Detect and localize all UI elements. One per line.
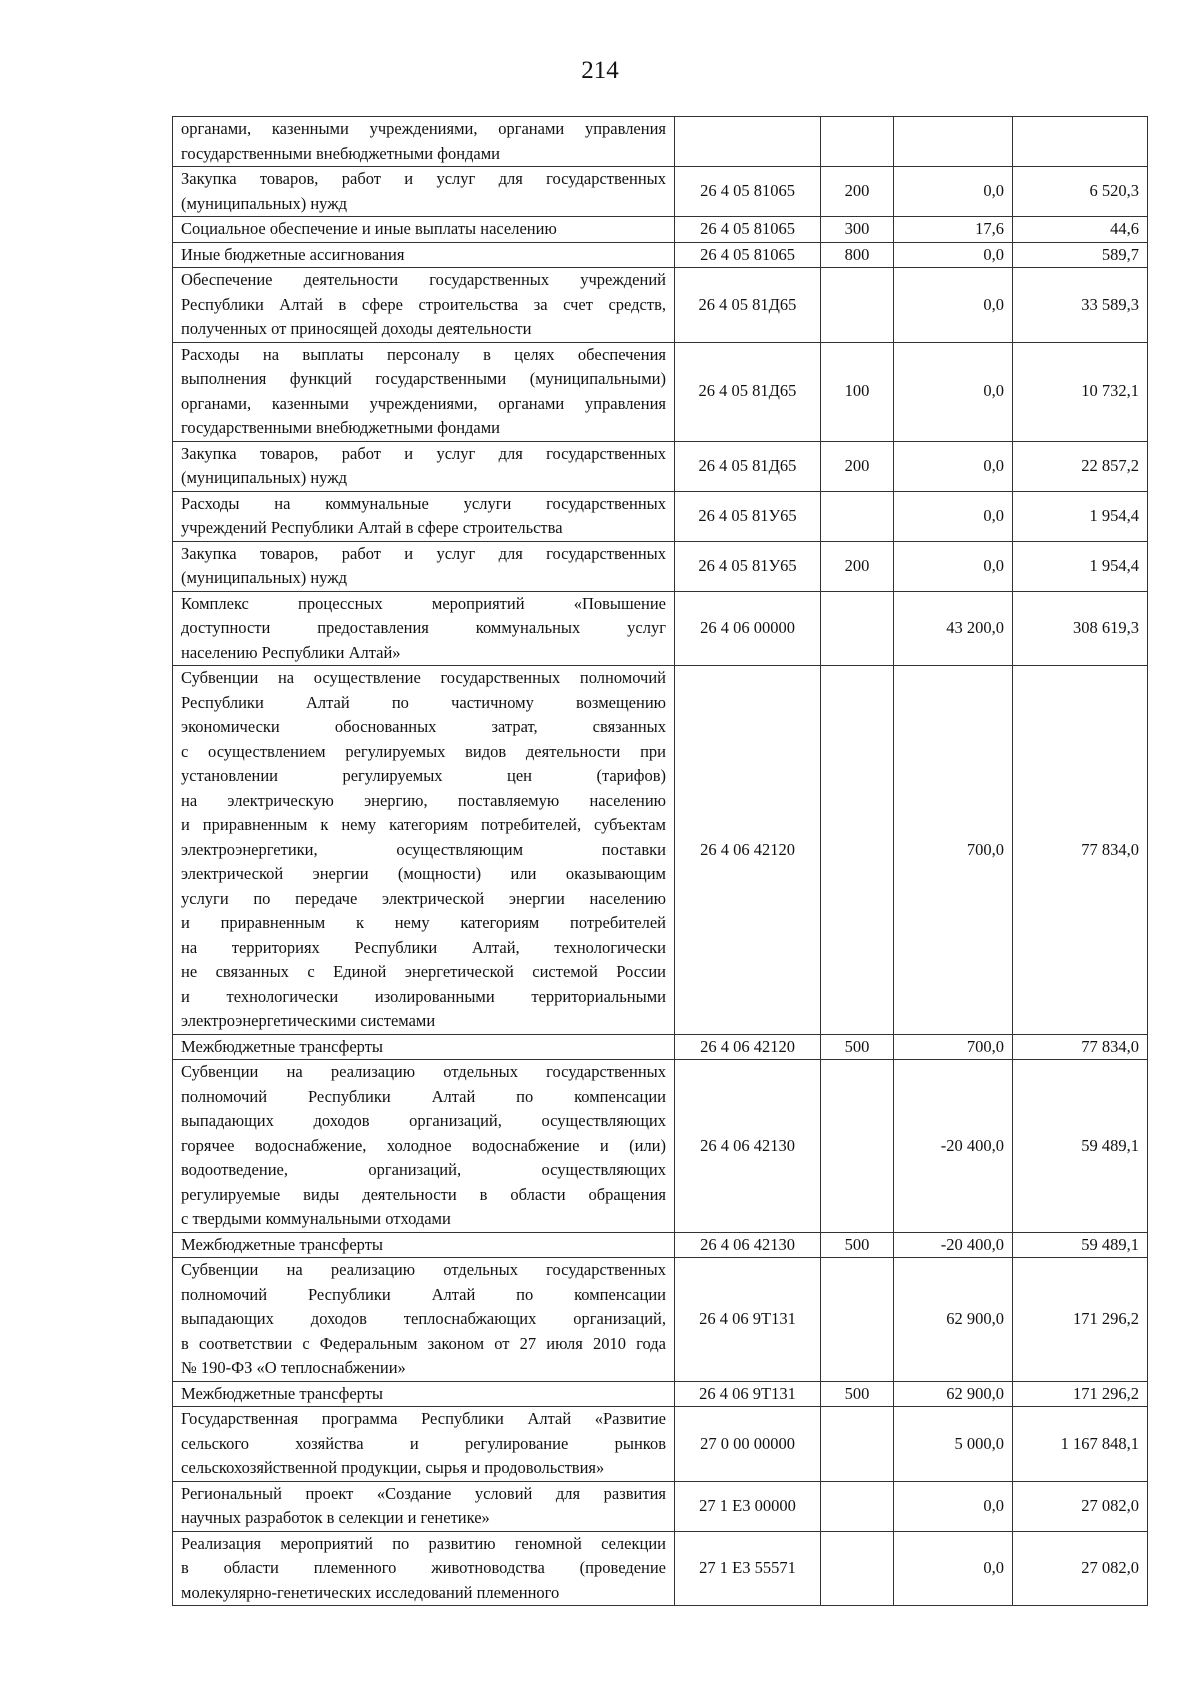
row-code — [675, 117, 821, 167]
row-amount-2: 308 619,3 — [1013, 591, 1148, 666]
description-line: электроэнергетики, осуществляющим поставки — [181, 839, 666, 859]
row-code: 26 4 05 81Д65 — [675, 268, 821, 343]
table-row — [173, 1034, 1148, 1060]
description-line: Государственная программа Республики Алтай «Развитие — [181, 1409, 666, 1428]
row-code: 26 4 06 42120 — [675, 666, 821, 1035]
table-row — [173, 217, 1148, 243]
row-amount-2: 59 489,1 — [1013, 1060, 1148, 1233]
description-line: в области племенного животноводства (проведение — [181, 1558, 666, 1577]
row-amount-2 — [1013, 117, 1148, 167]
row-expense-type — [821, 666, 894, 1035]
description-line: Закупка товаров, работ и услуг для государственных — [181, 443, 666, 463]
row-amount-2: 44,6 — [1013, 217, 1148, 243]
row-amount-2: 171 296,2 — [1013, 1258, 1148, 1382]
row-expense-type — [821, 1481, 894, 1531]
description-line: с твердыми коммунальными отходами — [181, 1209, 451, 1228]
description-line: Субвенции на реализацию отдельных государственных — [181, 1062, 666, 1081]
description-line: Расходы на коммунальные услуги государственных — [181, 493, 666, 513]
table-row — [173, 242, 1148, 268]
table-row — [173, 1232, 1148, 1258]
row-description — [173, 666, 675, 1035]
row-description — [173, 441, 675, 491]
description-line: Обеспечение деятельности государственных учреждений — [181, 270, 666, 289]
row-amount-2: 1 954,4 — [1013, 491, 1148, 541]
description-line: Межбюджетные трансферты — [181, 1234, 384, 1254]
table-row — [173, 342, 1148, 441]
row-amount-2: 6 520,3 — [1013, 167, 1148, 217]
table-row — [173, 1060, 1148, 1233]
row-code: 26 4 05 81Д65 — [675, 441, 821, 491]
description-line: молекулярно-генетических исследований племенного — [181, 1582, 560, 1602]
row-description — [173, 1481, 675, 1531]
description-line: водоотведение, организаций, осуществляющих — [181, 1160, 666, 1179]
table-row — [173, 1407, 1148, 1482]
budget-table — [172, 116, 1148, 1606]
row-expense-type — [821, 591, 894, 666]
description-line: и приравненным к нему категориям потребителей, субъектам — [181, 815, 666, 834]
row-description — [173, 541, 675, 591]
row-description — [173, 591, 675, 666]
description-line: в соответствии с Федеральным законом от 27 июля 2010 года — [181, 1333, 666, 1353]
description-line: электрической энергии (мощности) или оказывающим — [181, 864, 666, 883]
row-amount-1: 0,0 — [894, 1481, 1013, 1531]
table-row — [173, 666, 1148, 1035]
description-line: Иные бюджетные ассигнования — [181, 244, 405, 264]
row-expense-type: 200 — [821, 541, 894, 591]
description-line: и технологически изолированными территориальными — [181, 986, 666, 1006]
description-line: выпадающих доходов организаций, осуществляющих — [181, 1111, 666, 1130]
row-amount-1: 62 900,0 — [894, 1258, 1013, 1382]
row-expense-type — [821, 268, 894, 343]
row-code: 26 4 05 81065 — [675, 217, 821, 243]
row-expense-type: 200 — [821, 167, 894, 217]
row-amount-2: 10 732,1 — [1013, 342, 1148, 441]
description-line: Социальное обеспечение и иные выплаты населению — [181, 219, 557, 238]
row-description — [173, 242, 675, 268]
description-line: органами, казенными учреждениями, органами управления — [181, 393, 666, 413]
row-amount-1: 62 900,0 — [894, 1381, 1013, 1407]
row-amount-1: 700,0 — [894, 666, 1013, 1035]
row-amount-1: 0,0 — [894, 342, 1013, 441]
description-line: установлении регулируемых цен (тарифов) — [181, 766, 666, 785]
row-expense-type: 100 — [821, 342, 894, 441]
row-amount-2: 1 167 848,1 — [1013, 1407, 1148, 1482]
description-line: выпадающих доходов теплоснабжающих организаций, — [181, 1309, 666, 1328]
row-amount-1: 0,0 — [894, 167, 1013, 217]
description-line: научных разработок в селекции и генетике» — [181, 1508, 490, 1527]
row-code: 26 4 05 81065 — [675, 242, 821, 268]
description-line: государственными внебюджетными фондами — [181, 418, 501, 437]
description-line: Республики Алтай в сфере строительства за счет средств, — [181, 294, 666, 314]
description-line: государственными внебюджетными фондами — [181, 143, 501, 163]
description-line: Реализация мероприятий по развитию геномной селекции — [181, 1533, 666, 1553]
table-row — [173, 1381, 1148, 1407]
row-amount-1: 0,0 — [894, 1531, 1013, 1606]
row-amount-2: 59 489,1 — [1013, 1232, 1148, 1258]
description-line: Расходы на выплаты персоналу в целях обеспечения — [181, 344, 666, 364]
row-amount-1 — [894, 117, 1013, 167]
row-code: 26 4 06 9Т131 — [675, 1258, 821, 1382]
description-line: не связанных с Единой энергетической системой России — [181, 962, 666, 981]
description-line: (муниципальных) нужд — [181, 468, 348, 487]
row-description — [173, 1531, 675, 1606]
description-line: выполнения функций государственными (муниципальными) — [181, 369, 666, 388]
row-code: 26 4 06 42130 — [675, 1232, 821, 1258]
description-line: и приравненным к нему категориям потребителей — [181, 913, 666, 932]
row-expense-type: 500 — [821, 1232, 894, 1258]
description-line: № 190-ФЗ «О теплоснабжении» — [181, 1358, 406, 1377]
description-line: органами, казенными учреждениями, органами управления — [181, 119, 666, 138]
row-code: 26 4 05 81У65 — [675, 491, 821, 541]
description-line: услуги по передаче электрической энергии населению — [181, 888, 666, 908]
table-row — [173, 491, 1148, 541]
row-amount-1: 0,0 — [894, 268, 1013, 343]
row-description — [173, 491, 675, 541]
row-code: 26 4 06 42120 — [675, 1034, 821, 1060]
row-amount-1: 17,6 — [894, 217, 1013, 243]
row-amount-2: 171 296,2 — [1013, 1381, 1148, 1407]
row-amount-2: 27 082,0 — [1013, 1531, 1148, 1606]
row-description — [173, 1258, 675, 1382]
row-amount-1: -20 400,0 — [894, 1232, 1013, 1258]
description-line: электроэнергетическими системами — [181, 1011, 436, 1030]
row-amount-2: 33 589,3 — [1013, 268, 1148, 343]
row-description — [173, 268, 675, 343]
row-amount-1: 700,0 — [894, 1034, 1013, 1060]
description-line: полномочий Республики Алтай по компенсации — [181, 1086, 666, 1106]
row-description — [173, 1034, 675, 1060]
description-line: доступности предоставления коммунальных услуг — [181, 618, 666, 637]
row-expense-type: 200 — [821, 441, 894, 491]
row-description — [173, 167, 675, 217]
row-amount-2: 22 857,2 — [1013, 441, 1148, 491]
description-line: регулируемые виды деятельности в области обращения — [181, 1184, 666, 1204]
description-line: полученных от приносящей доходы деятельности — [181, 319, 532, 338]
table-row — [173, 441, 1148, 491]
row-expense-type — [821, 491, 894, 541]
row-amount-1: 0,0 — [894, 541, 1013, 591]
description-line: с осуществлением регулируемых видов деятельности при — [181, 741, 666, 761]
row-code: 26 4 05 81Д65 — [675, 342, 821, 441]
row-code: 26 4 06 42130 — [675, 1060, 821, 1233]
row-description — [173, 1407, 675, 1482]
description-line: (муниципальных) нужд — [181, 193, 348, 213]
row-expense-type — [821, 1060, 894, 1233]
description-line: Республики Алтай по частичному возмещению — [181, 692, 666, 712]
row-code: 26 4 05 81У65 — [675, 541, 821, 591]
description-line: на территориях Республики Алтай, технологически — [181, 937, 666, 957]
row-amount-1: 5 000,0 — [894, 1407, 1013, 1482]
row-expense-type — [821, 1531, 894, 1606]
description-line: сельского хозяйства и регулирование рынков — [181, 1433, 666, 1453]
row-code: 26 4 05 81065 — [675, 167, 821, 217]
row-amount-2: 27 082,0 — [1013, 1481, 1148, 1531]
description-line: на электрическую энергию, поставляемую населению — [181, 790, 666, 810]
table-row — [173, 541, 1148, 591]
row-amount-1: 0,0 — [894, 491, 1013, 541]
description-line: Межбюджетные трансферты — [181, 1036, 384, 1056]
description-line: Комплекс процессных мероприятий «Повышение — [181, 593, 666, 613]
description-line: Закупка товаров, работ и услуг для государственных — [181, 169, 666, 188]
row-description — [173, 117, 675, 167]
row-description — [173, 342, 675, 441]
table-row — [173, 167, 1148, 217]
row-expense-type: 800 — [821, 242, 894, 268]
description-line: Субвенции на реализацию отдельных государственных — [181, 1260, 666, 1279]
description-line: экономически обоснованных затрат, связанных — [181, 717, 666, 736]
row-code: 26 4 06 00000 — [675, 591, 821, 666]
row-amount-1: -20 400,0 — [894, 1060, 1013, 1233]
description-line: горячее водоснабжение, холодное водоснабжение и (или) — [181, 1135, 666, 1155]
description-line: полномочий Республики Алтай по компенсации — [181, 1284, 666, 1304]
table-row — [173, 1258, 1148, 1382]
table-row — [173, 591, 1148, 666]
row-expense-type: 500 — [821, 1034, 894, 1060]
row-amount-1: 0,0 — [894, 441, 1013, 491]
page-number: 214 — [581, 57, 619, 84]
table-row — [173, 1481, 1148, 1531]
row-expense-type: 300 — [821, 217, 894, 243]
row-code: 26 4 06 9Т131 — [675, 1381, 821, 1407]
description-line: (муниципальных) нужд — [181, 568, 348, 587]
row-description — [173, 1381, 675, 1407]
row-code: 27 1 Е3 00000 — [675, 1481, 821, 1531]
description-line: Межбюджетные трансферты — [181, 1383, 384, 1403]
row-expense-type — [821, 1407, 894, 1482]
row-amount-2: 77 834,0 — [1013, 1034, 1148, 1060]
row-amount-2: 77 834,0 — [1013, 666, 1148, 1035]
row-code: 27 1 Е3 55571 — [675, 1531, 821, 1606]
description-line: сельскохозяйственной продукции, сырья и продовольствия» — [181, 1458, 605, 1477]
row-expense-type — [821, 117, 894, 167]
description-line: населению Республики Алтай» — [181, 642, 401, 662]
row-amount-2: 589,7 — [1013, 242, 1148, 268]
row-amount-1: 43 200,0 — [894, 591, 1013, 666]
row-description — [173, 217, 675, 243]
row-amount-1: 0,0 — [894, 242, 1013, 268]
table-row — [173, 1531, 1148, 1606]
row-code: 27 0 00 00000 — [675, 1407, 821, 1482]
description-line: Субвенции на осуществление государственных полномочий — [181, 668, 666, 687]
table-row — [173, 268, 1148, 343]
row-description — [173, 1060, 675, 1233]
description-line: Закупка товаров, работ и услуг для государственных — [181, 543, 666, 563]
description-line: учреждений Республики Алтай в сфере строительства — [181, 518, 563, 537]
row-amount-2: 1 954,4 — [1013, 541, 1148, 591]
description-line: Региональный проект «Создание условий для развития — [181, 1483, 666, 1503]
table-row — [173, 117, 1148, 167]
budget-table-body — [173, 117, 1148, 1606]
row-expense-type — [821, 1258, 894, 1382]
row-expense-type: 500 — [821, 1381, 894, 1407]
row-description — [173, 1232, 675, 1258]
